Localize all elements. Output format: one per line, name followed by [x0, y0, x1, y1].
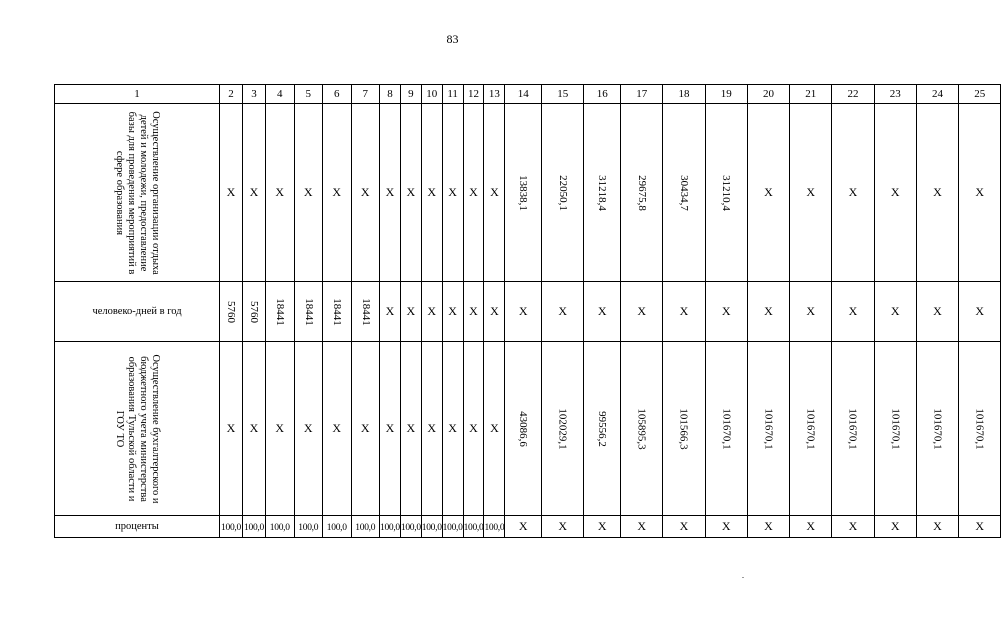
cell-value: Х	[469, 421, 478, 435]
table-cell	[351, 104, 380, 282]
cell-value: 30434,7	[677, 174, 690, 211]
cell-value: Х	[275, 185, 285, 199]
header-cell: 22	[832, 85, 874, 104]
table-cell	[663, 516, 705, 538]
cell-value: 18441	[302, 297, 315, 326]
header-cell: 6	[323, 85, 352, 104]
table-cell	[832, 516, 874, 538]
table-cell	[421, 342, 442, 516]
cell-value: Х	[448, 421, 457, 435]
cell-value: Х	[933, 519, 942, 533]
header-cell: 20	[747, 85, 789, 104]
header-cell: 12	[463, 85, 484, 104]
table-cell	[621, 516, 663, 538]
cell-value: 99556,2	[596, 410, 609, 447]
cell-value: 101670,1	[846, 407, 859, 450]
cell-value: 100,0	[326, 522, 347, 533]
header-cell: 4	[266, 85, 295, 104]
cell-value: Х	[637, 519, 647, 533]
cell-value: Х	[597, 304, 607, 318]
cell-value: 43086,6	[517, 410, 530, 447]
table-cell	[874, 342, 916, 516]
table-cell	[442, 342, 463, 516]
table-cell	[294, 104, 323, 282]
table-cell	[266, 104, 295, 282]
cell-value: Х	[848, 519, 858, 533]
table-cell	[542, 104, 584, 282]
cell-value: 100,0	[221, 522, 241, 533]
cell-value: Х	[975, 304, 985, 318]
table-cell	[916, 342, 958, 516]
table-cell	[705, 342, 747, 516]
header-cell: 5	[294, 85, 323, 104]
header-cell: 9	[400, 85, 421, 104]
table-cell	[463, 104, 484, 282]
table-cell	[421, 282, 442, 342]
table-cell	[484, 282, 505, 342]
cell-value: Х	[448, 185, 457, 199]
cell-value: Х	[303, 185, 313, 199]
table-cell	[747, 282, 789, 342]
table-cell	[243, 516, 266, 538]
cell-value: 101670,1	[889, 407, 902, 450]
row-label	[55, 342, 220, 516]
table-cell	[663, 104, 705, 282]
cell-value: 29675,8	[635, 174, 648, 211]
table-cell	[916, 104, 958, 282]
cell-value: 100,0	[421, 522, 442, 533]
cell-value: Х	[490, 421, 499, 435]
cell-value: Х	[226, 421, 236, 435]
cell-value: 101670,1	[720, 407, 733, 450]
table-cell	[916, 282, 958, 342]
table-cell	[400, 104, 421, 282]
table-cell	[747, 516, 789, 538]
table-cell	[621, 104, 663, 282]
table-cell	[959, 516, 1001, 538]
table-cell	[505, 342, 542, 516]
table-cell	[790, 104, 832, 282]
table-cell	[351, 282, 380, 342]
cell-value: Х	[385, 185, 395, 199]
table-cell	[959, 104, 1001, 282]
cell-value: Х	[890, 519, 900, 533]
header-cell: 18	[663, 85, 705, 104]
table-cell	[832, 282, 874, 342]
table-cell	[294, 342, 323, 516]
cell-value: 100,0	[269, 522, 290, 533]
cell-value: Х	[679, 304, 689, 318]
cell-value: Х	[427, 421, 437, 435]
cell-value: Х	[275, 421, 285, 435]
table-cell	[294, 282, 323, 342]
table-cell	[790, 342, 832, 516]
cell-value: Х	[721, 519, 731, 533]
table-cell	[400, 282, 421, 342]
table-cell	[705, 104, 747, 282]
cell-value: Х	[406, 185, 416, 199]
table-cell	[505, 104, 542, 282]
cell-value: Х	[721, 304, 731, 318]
cell-value: Х	[360, 421, 370, 435]
cell-value: Х	[226, 185, 236, 199]
table-cell	[542, 342, 584, 516]
cell-value: Х	[933, 185, 942, 199]
header-cell: 16	[584, 85, 621, 104]
header-cell: 7	[351, 85, 380, 104]
cell-value: Х	[249, 185, 259, 199]
table-cell	[790, 516, 832, 538]
table-cell	[463, 282, 484, 342]
cell-value: Х	[764, 185, 773, 199]
cell-value: Х	[490, 185, 499, 199]
cell-value: 18441	[359, 297, 372, 326]
table-cell	[505, 516, 542, 538]
cell-value: Х	[427, 304, 437, 318]
table-cell	[663, 282, 705, 342]
cell-value: Х	[385, 421, 395, 435]
cell-value: Х	[975, 185, 985, 199]
row-label	[55, 282, 220, 342]
table-cell	[484, 342, 505, 516]
cell-value: Х	[385, 304, 395, 318]
cell-value: 101670,1	[762, 407, 775, 450]
row-label	[55, 104, 220, 282]
data-table	[54, 84, 1001, 538]
table-cell	[380, 342, 401, 516]
header-cell: 24	[916, 85, 958, 104]
table-cell	[832, 104, 874, 282]
table-cell	[380, 282, 401, 342]
table-cell	[959, 342, 1001, 516]
table-cell	[380, 104, 401, 282]
cell-value: Х	[764, 304, 773, 318]
table-cell	[323, 104, 352, 282]
cell-value: Х	[806, 185, 816, 199]
cell-value: 100,0	[442, 522, 463, 533]
table-cell	[266, 282, 295, 342]
table-cell	[351, 342, 380, 516]
cell-value: 100,0	[244, 522, 264, 533]
cell-value: Х	[469, 304, 478, 318]
cell-value: Х	[848, 304, 858, 318]
header-cell: 2	[220, 85, 243, 104]
cell-value: Х	[890, 185, 900, 199]
row-label-text: Осуществление организации отдыха детей и молодежи, предоставление базы для проведения мероприятий в сфере образования	[114, 110, 161, 275]
table-cell	[705, 282, 747, 342]
table-cell	[621, 282, 663, 342]
cell-value: Х	[303, 421, 313, 435]
cell-value: Х	[332, 421, 342, 435]
cell-value: Х	[890, 304, 900, 318]
table-cell	[747, 342, 789, 516]
table-cell	[243, 342, 266, 516]
cell-value: 5760	[248, 300, 260, 323]
cell-value: Х	[448, 304, 457, 318]
header-cell: 8	[380, 85, 401, 104]
header-cell: 3	[243, 85, 266, 104]
table-cell	[747, 104, 789, 282]
table-cell	[621, 342, 663, 516]
cell-value: 102029,1	[556, 407, 569, 450]
cell-value: Х	[427, 185, 437, 199]
table-cell	[220, 104, 243, 282]
cell-value: Х	[679, 519, 689, 533]
table-cell	[220, 516, 243, 538]
table-cell	[484, 104, 505, 282]
cell-value: Х	[637, 304, 647, 318]
cell-value: Х	[360, 185, 370, 199]
header-row	[55, 85, 1001, 104]
cell-value: 100,0	[298, 522, 319, 533]
cell-value: 100,0	[380, 522, 400, 533]
cell-value: 100,0	[355, 522, 376, 533]
header-cell: 17	[621, 85, 663, 104]
cell-value: 100,0	[484, 522, 505, 533]
table-cell	[266, 516, 295, 538]
table-cell	[542, 516, 584, 538]
table-cell	[584, 342, 621, 516]
table-cell	[323, 342, 352, 516]
cell-value: Х	[806, 304, 816, 318]
cell-value: 101670,1	[973, 407, 986, 450]
cell-value: Х	[597, 519, 607, 533]
table-cell	[542, 282, 584, 342]
page-number: 83	[446, 32, 459, 46]
table-cell	[220, 282, 243, 342]
cell-value: Х	[558, 519, 568, 533]
cell-value: 101566,3	[677, 407, 690, 450]
table-cell	[323, 516, 352, 538]
row-label-text: проценты	[115, 521, 159, 532]
table-cell	[790, 282, 832, 342]
cell-value: 18441	[330, 297, 343, 326]
cell-value: Х	[469, 185, 478, 199]
header-cell: 21	[790, 85, 832, 104]
cell-value: Х	[558, 304, 568, 318]
table-cell	[421, 104, 442, 282]
table-cell	[916, 516, 958, 538]
table-cell	[220, 342, 243, 516]
table-cell	[400, 516, 421, 538]
cell-value: 101670,1	[804, 407, 817, 450]
header-cell: 1	[55, 85, 220, 104]
table-cell	[874, 516, 916, 538]
cell-value: Х	[406, 304, 416, 318]
row-label-text: человеко-дней в год	[92, 306, 182, 317]
cell-value: 13838,1	[517, 174, 530, 211]
table-cell	[442, 282, 463, 342]
cell-value: Х	[518, 519, 528, 533]
scan-speck	[742, 577, 744, 578]
table-cell	[380, 516, 401, 538]
cell-value: 22050,1	[556, 174, 569, 211]
table-row	[55, 104, 1001, 282]
table-cell	[351, 516, 380, 538]
cell-value: 101670,1	[931, 407, 944, 450]
table-cell	[400, 342, 421, 516]
table-row	[55, 342, 1001, 516]
row-label	[55, 516, 220, 538]
cell-value: 31210,4	[720, 174, 733, 211]
table-row	[55, 516, 1001, 538]
cell-value: 105895,3	[635, 407, 648, 450]
table-cell	[463, 342, 484, 516]
cell-value: Х	[249, 421, 259, 435]
table-cell	[663, 342, 705, 516]
cell-value: 18441	[273, 297, 286, 326]
cell-value: Х	[848, 185, 858, 199]
table-cell	[463, 516, 484, 538]
header-cell: 10	[421, 85, 442, 104]
cell-value: 5760	[225, 300, 237, 323]
cell-value: 31218,4	[596, 174, 609, 211]
header-cell: 14	[505, 85, 542, 104]
header-cell: 11	[442, 85, 463, 104]
cell-value: Х	[975, 519, 985, 533]
table-cell	[874, 104, 916, 282]
table-cell	[584, 282, 621, 342]
table-cell	[243, 282, 266, 342]
table-cell	[323, 282, 352, 342]
cell-value: Х	[332, 185, 342, 199]
header-cell: 13	[484, 85, 505, 104]
table-cell	[584, 104, 621, 282]
table-cell	[505, 282, 542, 342]
cell-value: Х	[933, 304, 942, 318]
table-cell	[584, 516, 621, 538]
cell-value: Х	[406, 421, 416, 435]
table-cell	[874, 282, 916, 342]
table-cell	[266, 342, 295, 516]
table-cell	[442, 516, 463, 538]
table-cell	[421, 516, 442, 538]
header-cell: 19	[705, 85, 747, 104]
cell-value: Х	[764, 519, 773, 533]
table-cell	[243, 104, 266, 282]
header-cell: 23	[874, 85, 916, 104]
cell-value: 100,0	[400, 522, 421, 533]
table-cell	[959, 282, 1001, 342]
row-label-text: Осуществление бухгалтерского и бюджетного учета министерства образования Тульской области и ГОУ ТО	[114, 353, 161, 504]
table-cell	[832, 342, 874, 516]
header-cell: 15	[542, 85, 584, 104]
table-cell	[294, 516, 323, 538]
table-cell	[705, 516, 747, 538]
cell-value: 100,0	[463, 522, 484, 533]
cell-value: Х	[806, 519, 816, 533]
cell-value: Х	[490, 304, 499, 318]
table-row	[55, 282, 1001, 342]
header-cell: 25	[959, 85, 1001, 104]
cell-value: Х	[518, 304, 528, 318]
table-cell	[442, 104, 463, 282]
table-cell	[484, 516, 505, 538]
